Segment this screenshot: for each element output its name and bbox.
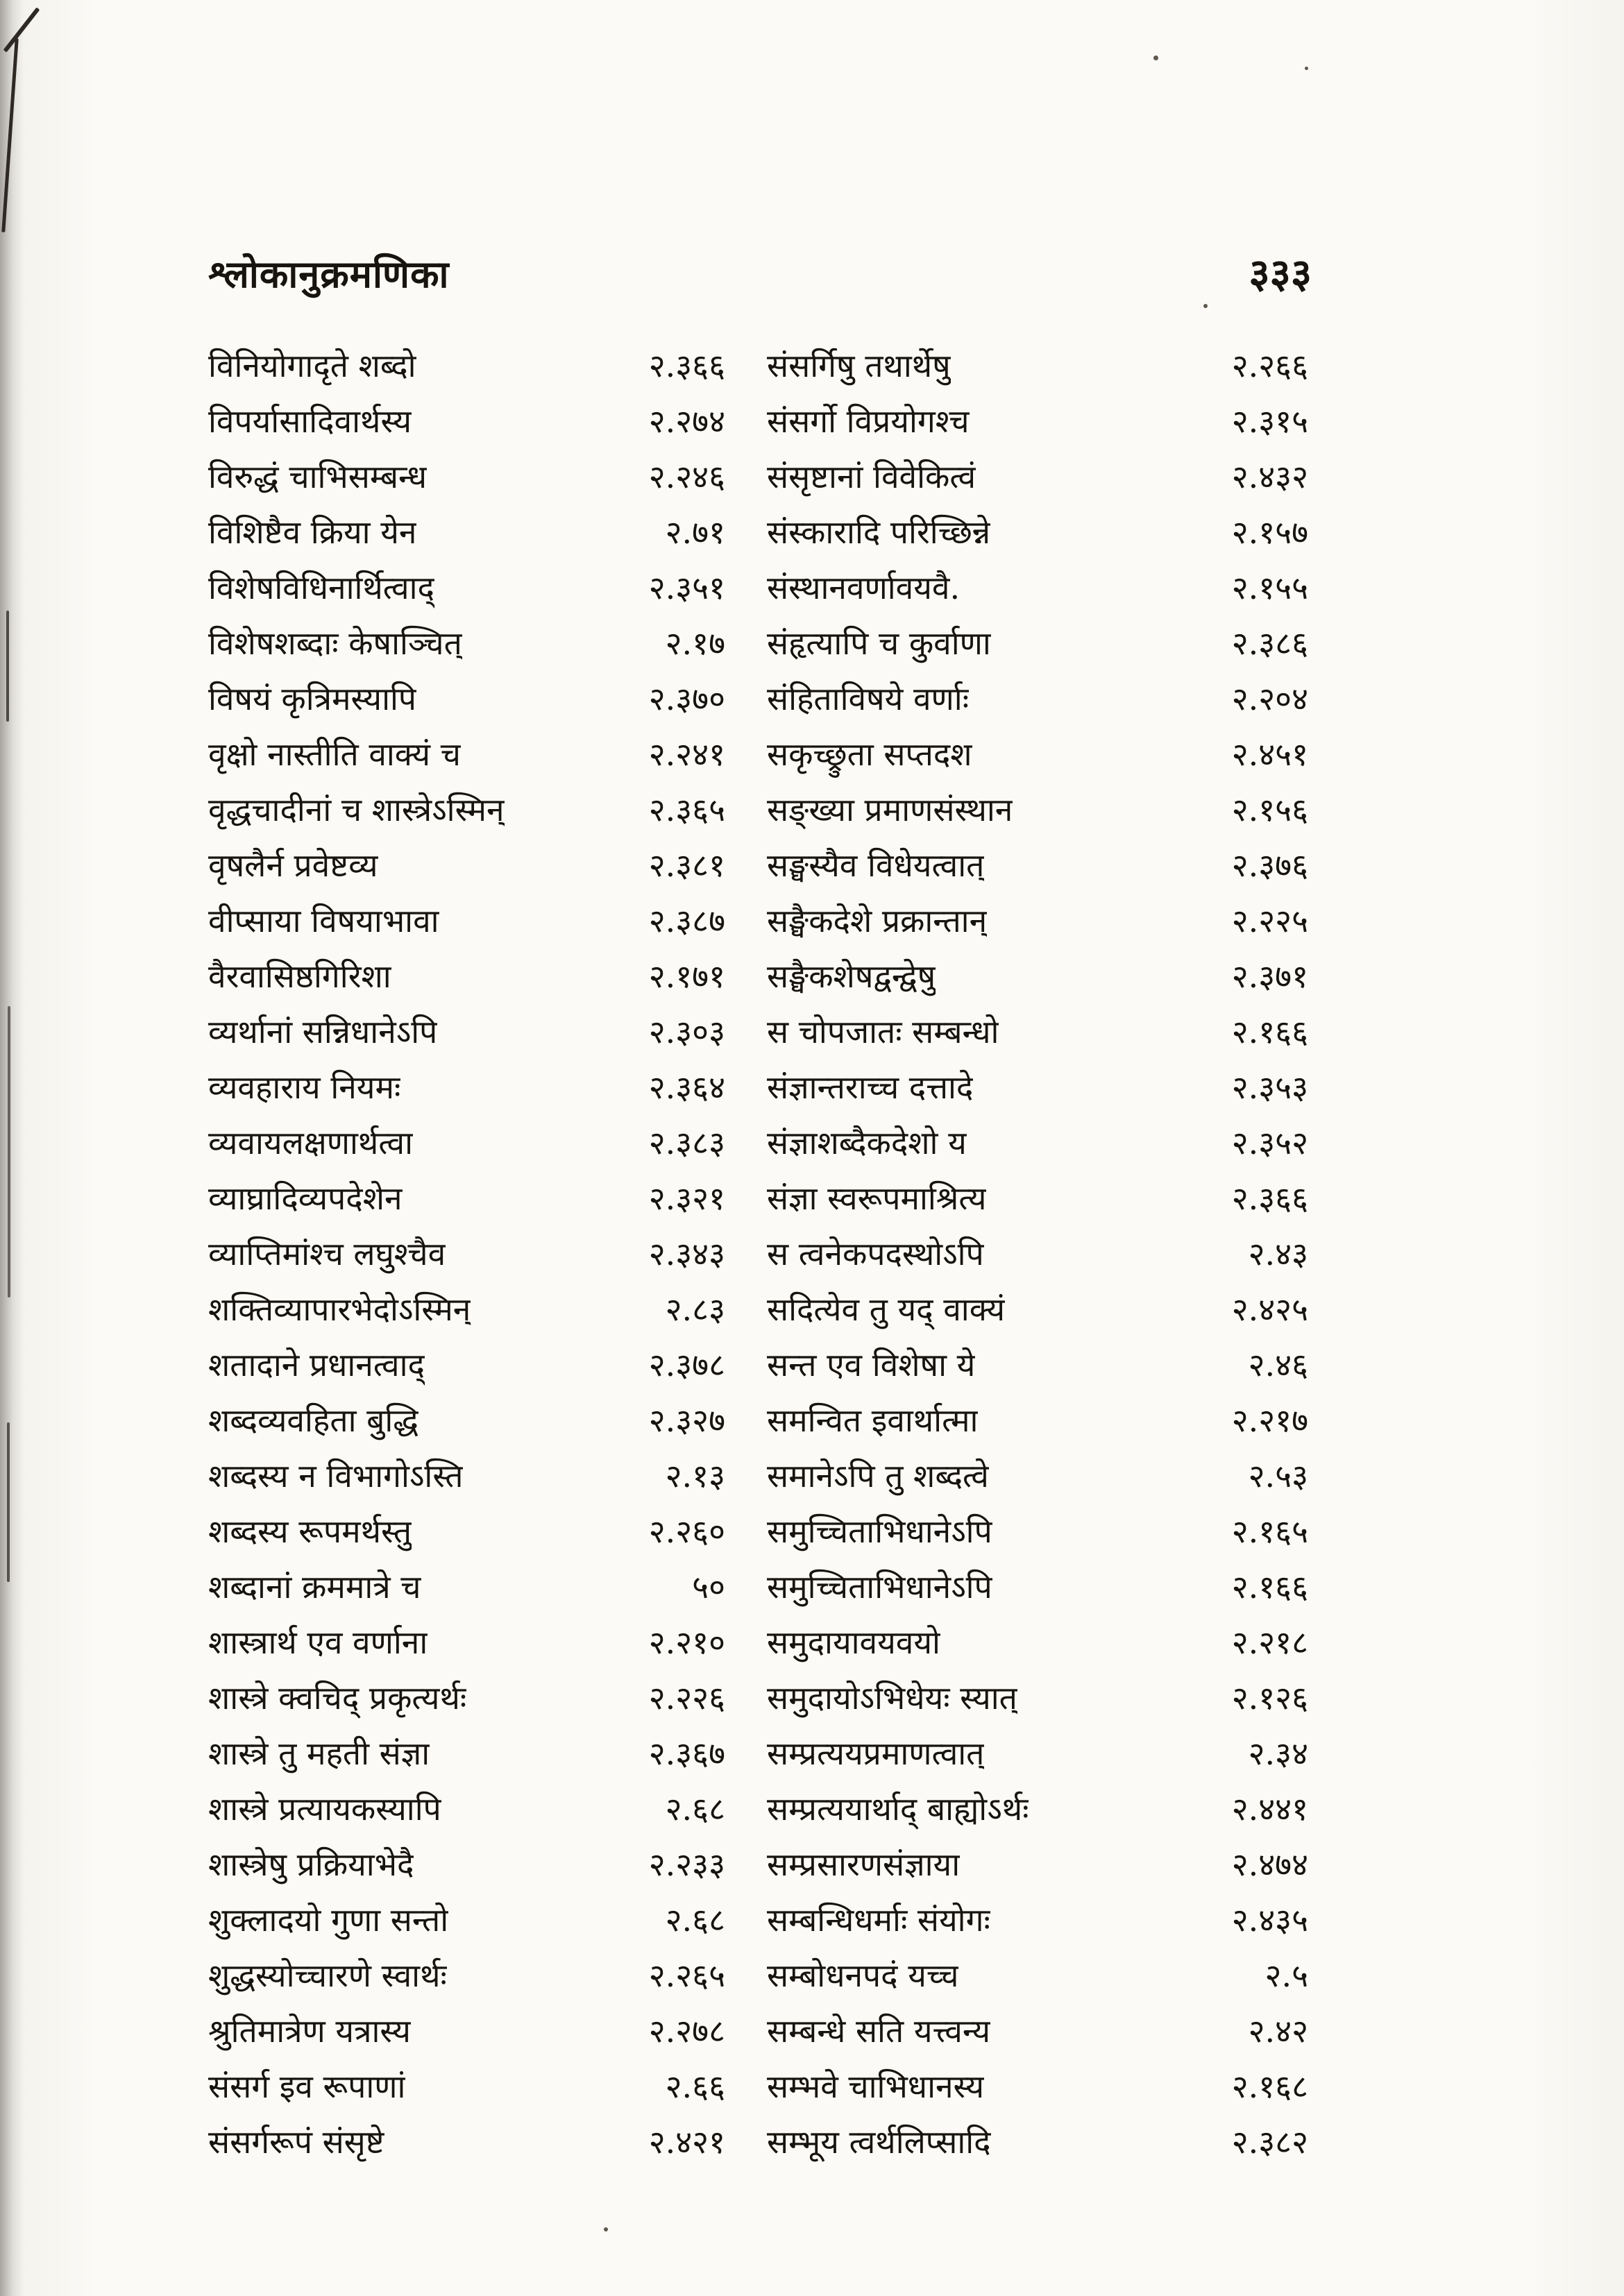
index-row [767,449,1308,504]
scan-speck [604,2227,608,2231]
scan-artifact [8,1006,10,1298]
entry-text: सम्प्रसारणसंज्ञाया [767,1846,961,1883]
entry-text: संहिताविषये वर्णाः [767,680,969,717]
entry-text: स चोपजातः सम्बन्धो [767,1013,999,1051]
index-row [208,1393,725,1448]
entry-ref: २.२१७ [1231,1402,1308,1439]
entry-ref: २.२६० [648,1513,725,1550]
entry-text: विषयं कृत्रिमस्यापि [208,680,417,717]
entry-ref: २.२७४ [648,402,725,440]
entry-text: समन्वित इवार्थात्मा [767,1402,979,1439]
entry-ref: २.६६ [665,2068,725,2105]
entry-ref: २.४२५ [1231,1291,1308,1328]
entry-text: वैरवासिष्ठगिरिशा [208,958,391,995]
entry-ref: २.३५२ [1231,1124,1308,1162]
entry-ref: २.४२ [1248,2012,1308,2050]
entry-ref: २.१३ [665,1457,725,1495]
index-row [767,1171,1308,1226]
entry-text: वृक्षो नास्तीति वाक्यं च [208,735,461,773]
entry-text: शब्दस्य न विभागोऽस्ति [208,1457,464,1495]
entry-ref: २.१५५ [1231,569,1308,606]
index-row [767,837,1308,893]
index-row [208,338,725,393]
index-row [767,1726,1308,1781]
entry-ref: २.३८२ [1231,2123,1308,2161]
entry-text: शास्त्रे क्वचिद् प्रकृत्यर्थः [208,1679,467,1717]
entry-text: संसर्ग इव रूपाणां [208,2068,406,2105]
entry-ref: २.४४१ [1231,1790,1308,1828]
entry-ref: २.३८१ [648,847,725,884]
entry-ref: २.३६६ [648,347,725,384]
index-row [767,1781,1308,1837]
entry-ref: २.३७० [648,680,725,717]
entry-ref: २.४२१ [648,2123,725,2161]
entry-ref: २.३५१ [648,569,725,606]
entry-text: सङ्घैकशेषद्वन्द्वेषु [767,958,936,995]
entry-text: व्यवहाराय नियमः [208,1069,401,1106]
entry-text: सम्प्रत्ययप्रमाणत्वात् [767,1735,985,1772]
entry-text: व्यर्थानां सन्निधानेऽपि [208,1013,438,1051]
index-row [208,1004,725,1060]
index-row [767,1060,1308,1115]
entry-ref: २.२४१ [648,735,725,773]
index-row [208,393,725,449]
entry-ref: २.३५३ [1231,1069,1308,1106]
entry-ref: २.३६५ [648,791,725,828]
entry-ref: २.३८६ [1231,624,1308,662]
index-row [767,338,1308,393]
entry-ref: २.२२६ [648,1679,725,1717]
index-row [208,2003,725,2059]
entry-text: विरुद्धं चाभिसम्बन्ध [208,458,428,495]
entry-ref: २.१७१ [648,958,725,995]
index-row [208,1115,725,1171]
entry-text: शुद्धस्योच्चारणे स्वार्थः [208,1957,447,1994]
binding-shadow [0,0,24,2296]
entry-ref: २.७१ [665,513,725,551]
entry-text: संसर्गिषु तथार्थेषु [767,347,951,384]
entry-ref: २.३२१ [648,1180,725,1217]
entry-ref: २.२१० [648,1624,725,1661]
index-row [208,1615,725,1670]
entry-text: शतादाने प्रधानत्वाद् [208,1346,425,1384]
index-row [767,1837,1308,1892]
entry-ref: २.४७४ [1231,1846,1308,1883]
index-row [208,1226,725,1282]
entry-text: समुदायावयवयो [767,1624,940,1661]
scan-speck [1203,304,1208,308]
index-row [208,615,725,671]
entry-text: सम्बन्धिधर्माः संयोगः [767,1901,990,1939]
index-row [767,504,1308,560]
index-row [767,560,1308,615]
index-row [208,671,725,726]
entry-text: समुच्चिताभिधानेऽपि [767,1513,992,1550]
index-row [767,2003,1308,2059]
entry-text: संज्ञा स्वरूपमाश्रित्य [767,1180,987,1217]
index-row [767,949,1308,1004]
index-row [767,1115,1308,1171]
index-column-right [767,338,1308,2170]
entry-text: सम्भूय त्वर्थलिप्सादि [767,2123,991,2161]
index-row [208,1948,725,2003]
entry-ref: २.२३३ [648,1846,725,1883]
entry-ref: २.१२६ [1231,1679,1308,1717]
index-row [208,1448,725,1504]
entry-text: संस्थानवर्णावयवै. [767,569,961,606]
entry-ref: २.४५१ [1231,735,1308,773]
index-row [767,393,1308,449]
index-row [208,782,725,837]
index-row [767,893,1308,949]
index-row [767,1615,1308,1670]
index-row [767,1559,1308,1615]
entry-text: सम्बन्धे सति यत्त्वन्य [767,2012,991,2050]
entry-text: वृषलैर्न प्रवेष्टव्य [208,847,378,884]
entry-ref: २.३६४ [648,1069,725,1106]
entry-ref: २.१६६ [1231,1013,1308,1051]
entry-text: शक्तिव्यापारभेदोऽस्मिन् [208,1291,471,1328]
entry-ref: २.६८ [665,1901,725,1939]
entry-text: संसर्गरूपं संसृष्टे [208,2123,384,2161]
entry-text: सङ्घस्यैव विधेयत्वात् [767,847,985,884]
entry-text: शुक्लादयो गुणा सन्तो [208,1901,449,1939]
index-row [208,1337,725,1393]
entry-ref: २.१६५ [1231,1513,1308,1550]
entry-ref: २.३४३ [648,1235,725,1273]
index-row [767,1448,1308,1504]
entry-text: विशेषविधिनार्थित्वाद् [208,569,434,606]
entry-text: व्याघ्रादिव्यपदेशेन [208,1180,403,1217]
index-row [208,449,725,504]
index-row [767,1670,1308,1726]
entry-text: विशेषशब्दाः केषाञ्चित् [208,624,462,662]
entry-text: संसृष्टानां विवेकित्वं [767,458,976,495]
index-row [767,615,1308,671]
entry-text: स त्वनेकपदस्थोऽपि [767,1235,984,1273]
entry-ref: २.३७१ [1231,958,1308,995]
scan-speck [1305,67,1308,70]
entry-text: संज्ञान्तराच्च दत्तादे [767,1069,974,1106]
page-header [208,244,1312,299]
entry-ref: २.२७८ [648,2012,725,2050]
entry-text: संज्ञाशब्दैकदेशो य [767,1124,967,1162]
entry-ref: २.६८ [665,1790,725,1828]
entry-ref: २.२०४ [1231,680,1308,717]
entry-text: विनियोगादृते शब्दो [208,347,416,384]
scan-speck [1153,56,1158,60]
entry-ref: २.१७ [665,624,725,662]
entry-ref: २.१६६ [1231,1568,1308,1606]
index-row [767,1892,1308,1948]
entry-text: सकृच्छ्रुता सप्तदश [767,735,972,773]
entry-ref: २.१५६ [1231,791,1308,828]
page-title: श्लोकानुक्रमणिका [208,252,450,296]
entry-text: संस्कारादि परिच्छिन्ने [767,513,991,551]
entry-ref: २.८३ [665,1291,725,1328]
entry-ref: २.२२५ [1231,902,1308,939]
scan-artifact [6,611,9,722]
entry-ref: २.३८३ [648,1124,725,1162]
index-row [767,2114,1308,2170]
entry-ref: २.१६८ [1231,2068,1308,2105]
entry-text: समानेऽपि तु शब्दत्वे [767,1457,989,1495]
entry-text: शब्दस्य रूपमर्थस्तु [208,1513,412,1550]
entry-text: संसर्गो विप्रयोगश्च [767,402,970,440]
index-row [208,2114,725,2170]
entry-text: विशिष्टैव क्रिया येन [208,513,417,551]
entry-text: सन्त एव विशेषा ये [767,1346,976,1384]
index-row [208,560,725,615]
index-row [767,1337,1308,1393]
entry-ref: २.२४६ [648,458,725,495]
entry-ref: २.३१५ [1231,402,1308,440]
entry-ref: २.२१८ [1231,1624,1308,1661]
entry-ref: २.४३ [1248,1235,1308,1273]
entry-ref: २.४३५ [1231,1901,1308,1939]
index-row [208,1559,725,1615]
entry-text: व्याप्तिमांश्च लघुश्चैव [208,1235,446,1273]
entry-text: सङ्घैकदेशे प्रक्रान्तान् [767,902,988,939]
entry-ref: २.३७६ [1231,847,1308,884]
entry-ref: २.२६६ [1231,347,1308,384]
scan-artifact [7,1422,10,1582]
index-row [208,1781,725,1837]
index-row [208,726,725,782]
index-row [208,1504,725,1559]
entry-text: विपर्यासादिवार्थस्य [208,402,412,440]
index-row [767,726,1308,782]
entry-text: सम्भवे चाभिधानस्य [767,2068,985,2105]
index-row [208,1060,725,1115]
entry-ref: २.२६५ [648,1957,725,1994]
entry-ref: २.३२७ [648,1402,725,1439]
entry-text: सदित्येव तु यद् वाक्यं [767,1291,1006,1328]
entry-ref: २.३४ [1248,1735,1308,1772]
index-row [767,1948,1308,2003]
index-row [208,1171,725,1226]
entry-text: सम्प्रत्ययार्थाद् बाह्योऽर्थः [767,1790,1029,1828]
index-row [767,1504,1308,1559]
entry-text: व्यवायलक्षणार्थत्वा [208,1124,413,1162]
entry-ref: २.४३२ [1231,458,1308,495]
entry-text: समुच्चिताभिधानेऽपि [767,1568,992,1606]
index-row [767,782,1308,837]
entry-ref: २.३७८ [648,1346,725,1384]
entry-ref: २.५ [1264,1957,1308,1994]
page-number: ३३३ [1249,250,1312,297]
entry-text: शास्त्रेषु प्रक्रियाभेदै [208,1846,414,1883]
entry-text: वृद्धचादीनां च शास्त्रेऽस्मिन् [208,791,505,828]
entry-ref: २.३०३ [648,1013,725,1051]
entry-ref: २.४६ [1248,1346,1308,1384]
index-row [208,837,725,893]
entry-text: शास्त्रे प्रत्यायकस्यापि [208,1790,441,1828]
entry-ref: २.५३ [1248,1457,1308,1495]
index-row [208,1670,725,1726]
entry-ref: २.३६६ [1231,1180,1308,1217]
entry-text: सम्बोधनपदं यच्च [767,1957,959,1994]
index-row [208,2059,725,2114]
index-row [208,949,725,1004]
index-row [767,1226,1308,1282]
entry-text: शब्दव्यवहिता बुद्धि [208,1402,419,1439]
entry-text: समुदायोऽभिधेयः स्यात् [767,1679,1017,1717]
entry-ref: २.३८७ [648,902,725,939]
entry-ref: २.१५७ [1231,513,1308,551]
index-row [208,504,725,560]
index-row [767,1393,1308,1448]
index-row [767,1282,1308,1337]
entry-text: श्रुतिमात्रेण यत्रास्य [208,2012,411,2050]
index-row [208,1282,725,1337]
entry-ref: २.३६७ [648,1735,725,1772]
index-row [767,1004,1308,1060]
entry-text: शब्दानां क्रममात्रे च [208,1568,421,1606]
index-row [208,1892,725,1948]
index-row [208,1726,725,1781]
entry-text: वीप्साया विषयाभावा [208,902,439,939]
entry-text: संहृत्यापि च कुर्वाणा [767,624,991,662]
index-row [767,671,1308,726]
index-row [208,893,725,949]
index-row [767,2059,1308,2114]
index-row [208,1837,725,1892]
verse-index [208,338,1308,2170]
entry-text: शास्त्रार्थ एव वर्णाना [208,1624,428,1661]
entry-ref: ५० [692,1568,725,1606]
entry-text: सङ्ख्या प्रमाणसंस्थान [767,791,1013,828]
entry-text: शास्त्रे तु महती संज्ञा [208,1735,430,1772]
index-column-left [208,338,725,2170]
